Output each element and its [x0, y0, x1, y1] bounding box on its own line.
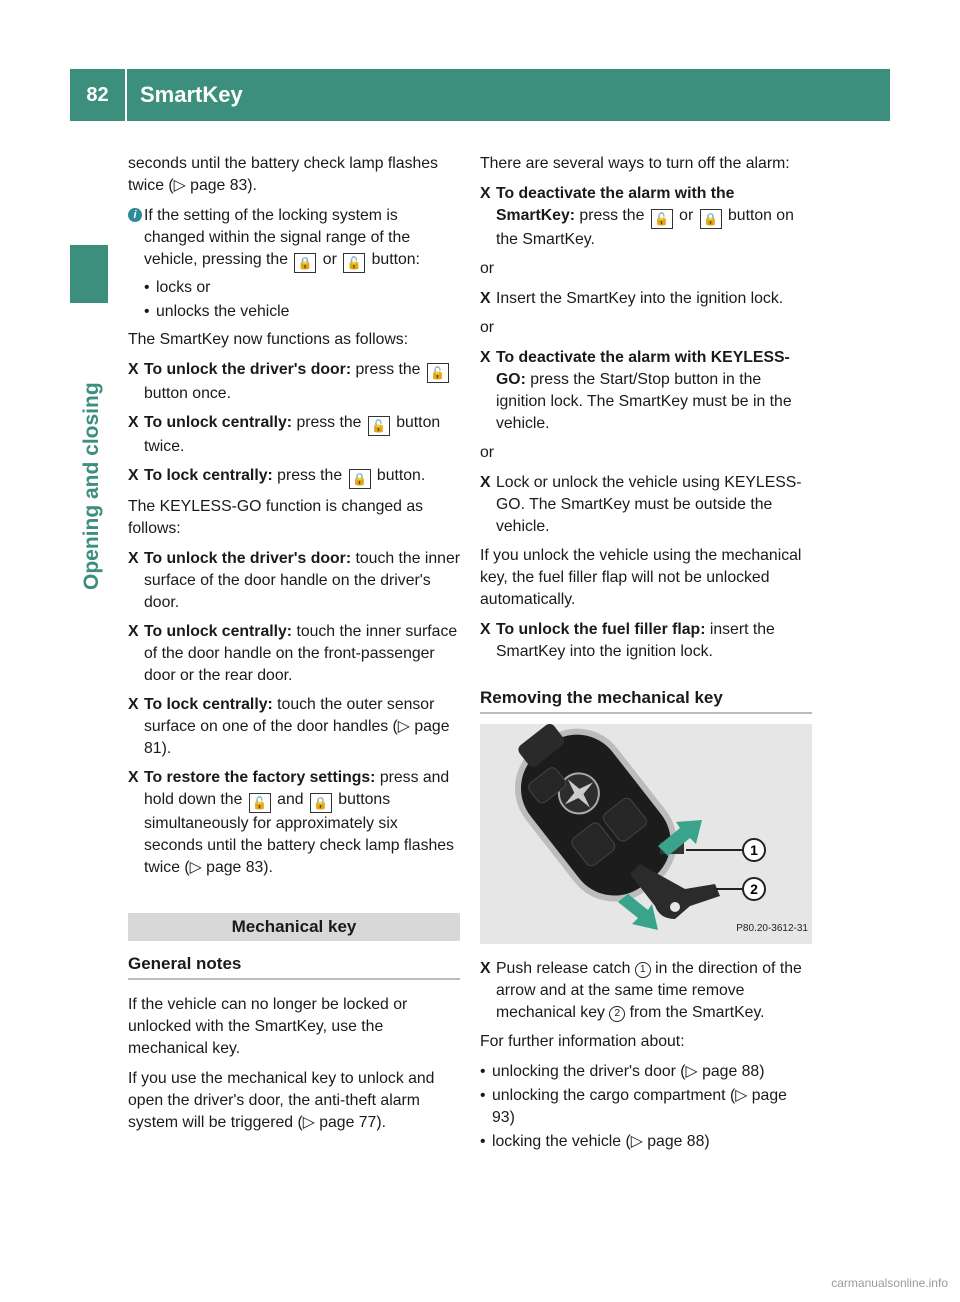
step-deactivate-alarm-keyless: X To deactivate the alarm with KEYLESS-GO: press the Start/Stop button in the ignition lock. The SmartKey must be in the vehicle. [480, 349, 792, 432]
mechanical-key-para: If you unlock the vehicle using the mechanical key, the fuel filler flap will not be unlocked automatically. [480, 547, 802, 608]
running-title: SmartKey [140, 82, 243, 107]
step-marker-icon: X [128, 696, 139, 713]
section-title: Mechanical key [128, 913, 460, 941]
smartkey-figure [480, 724, 812, 944]
step-marker-icon: X [128, 623, 139, 640]
alarm-intro: There are several ways to turn off the alarm: [480, 155, 790, 172]
keyless-step-unlock-driver-door: X To unlock the driver's door: touch the inner surface of the door handle on the driver's door. [128, 550, 460, 611]
subhead-general-notes: General notes [128, 953, 460, 980]
step-marker-icon: X [480, 290, 491, 307]
step-deactivate-alarm-smartkey: X To deactivate the alarm with the SmartKey: press the 🔓 or 🔒 button on the SmartKey. [480, 185, 794, 248]
list-item: • locks or [144, 279, 211, 296]
keyless-step-lock-centrally: X To lock centrally: touch the outer sensor surface on one of the door handles (▷ page 81). [128, 696, 450, 757]
step-unlock-centrally: X To unlock centrally: press the 🔓 button twice. [128, 414, 441, 455]
step-marker-icon: X [480, 349, 491, 366]
general-notes-para-2: If you use the mechanical key to unlock and open the driver's door, the anti-theft alarm system will be triggered (▷ page 77). [128, 1070, 435, 1131]
list-item: • unlocking the cargo compartment (▷ page 93) [480, 1087, 787, 1126]
note-text-b: button: [371, 251, 420, 268]
note-text-a: If the setting of the locking system is changed within the signal range of the vehicle, pressing the [144, 207, 411, 268]
callout-1: 1 [750, 842, 758, 858]
unlock-icon: 🔓 [651, 209, 673, 229]
step-marker-icon: X [128, 467, 139, 484]
step-marker-icon: X [128, 414, 139, 431]
side-tab [70, 245, 108, 303]
lock-icon: 🔒 [294, 253, 316, 273]
left-column [128, 153, 460, 1142]
page-number: 82 [86, 84, 109, 106]
side-label: Opening and closing [80, 382, 103, 590]
step-insert-smartkey: X Insert the SmartKey into the ignition lock. [480, 288, 812, 310]
step-marker-icon: X [128, 361, 139, 378]
info-icon: i [128, 208, 142, 222]
list-item: • locking the vehicle (▷ page 88) [480, 1133, 710, 1150]
step-marker-icon: X [480, 960, 491, 977]
list-item: • unlocking the driver's door (▷ page 88) [480, 1063, 765, 1080]
general-notes-para-1: If the vehicle can no longer be locked or unlocked with the SmartKey, use the mechanical key. [128, 996, 408, 1057]
step-marker-icon: X [128, 550, 139, 567]
info-note [128, 205, 460, 323]
or-text: or [480, 444, 495, 461]
step-marker-icon: X [480, 474, 491, 491]
list-item: • unlocks the vehicle [144, 303, 290, 320]
step-lock-unlock-keyless: X Lock or unlock the vehicle using KEYLESS-GO. The SmartKey must be outside the vehicle. [480, 474, 802, 535]
callout-2: 2 [750, 881, 758, 897]
further-info-text: For further information about: [480, 1033, 685, 1050]
keyless-step-unlock-centrally: X To unlock centrally: touch the inner surface of the door handle on the front-passenger door or the rear door. [128, 623, 458, 684]
or-text: or [480, 319, 495, 336]
unlock-icon: 🔓 [368, 416, 390, 436]
callout-ref-2: 2 [609, 1006, 625, 1022]
unlock-icon: 🔓 [427, 363, 449, 383]
note-or: or [322, 251, 337, 268]
step-restore-factory-settings: X To restore the factory settings: press and hold down the 🔓 and 🔒 buttons simultaneously for approximately six seconds until the battery check lamp flashes twice (▷ page 83). [128, 769, 454, 876]
smartkey-intro: The SmartKey now functions as follows: [128, 331, 409, 348]
step-marker-icon: X [480, 621, 491, 638]
keyless-intro: The KEYLESS-GO function is changed as follows: [128, 498, 424, 537]
header-divider [125, 69, 127, 121]
or-text: or [480, 260, 495, 277]
figure-code: P80.20-3612-31 [736, 923, 808, 934]
lock-icon: 🔒 [310, 793, 332, 813]
step-marker-icon: X [128, 769, 139, 786]
step-lock-centrally: X To lock centrally: press the 🔒 button. [128, 465, 460, 489]
smartkey-illustration [480, 724, 812, 944]
callout-ref-1: 1 [635, 962, 651, 978]
step-unlock-driver-door: X To unlock the driver's door: press the 🔓 button once. [128, 359, 460, 405]
watermark-text: carmanualsonline.info [831, 1276, 948, 1290]
right-column [480, 153, 812, 1155]
intro-text: seconds until the battery check lamp flashes twice (▷ page 83). [128, 155, 438, 194]
subhead-removing-mechanical-key: Removing the mechanical key [480, 687, 812, 714]
unlock-icon: 🔓 [249, 793, 271, 813]
step-push-release-catch: X Push release catch 1 in the direction of the arrow and at the same time remove mechanical key 2 from the SmartKey. [480, 960, 802, 1021]
step-unlock-fuel-filler-flap: X To unlock the fuel filler flap: insert the SmartKey into the ignition lock. [480, 621, 775, 660]
step-marker-icon: X [480, 185, 491, 202]
unlock-icon: 🔓 [343, 253, 365, 273]
lock-icon: 🔒 [349, 469, 371, 489]
lock-icon: 🔒 [700, 209, 722, 229]
